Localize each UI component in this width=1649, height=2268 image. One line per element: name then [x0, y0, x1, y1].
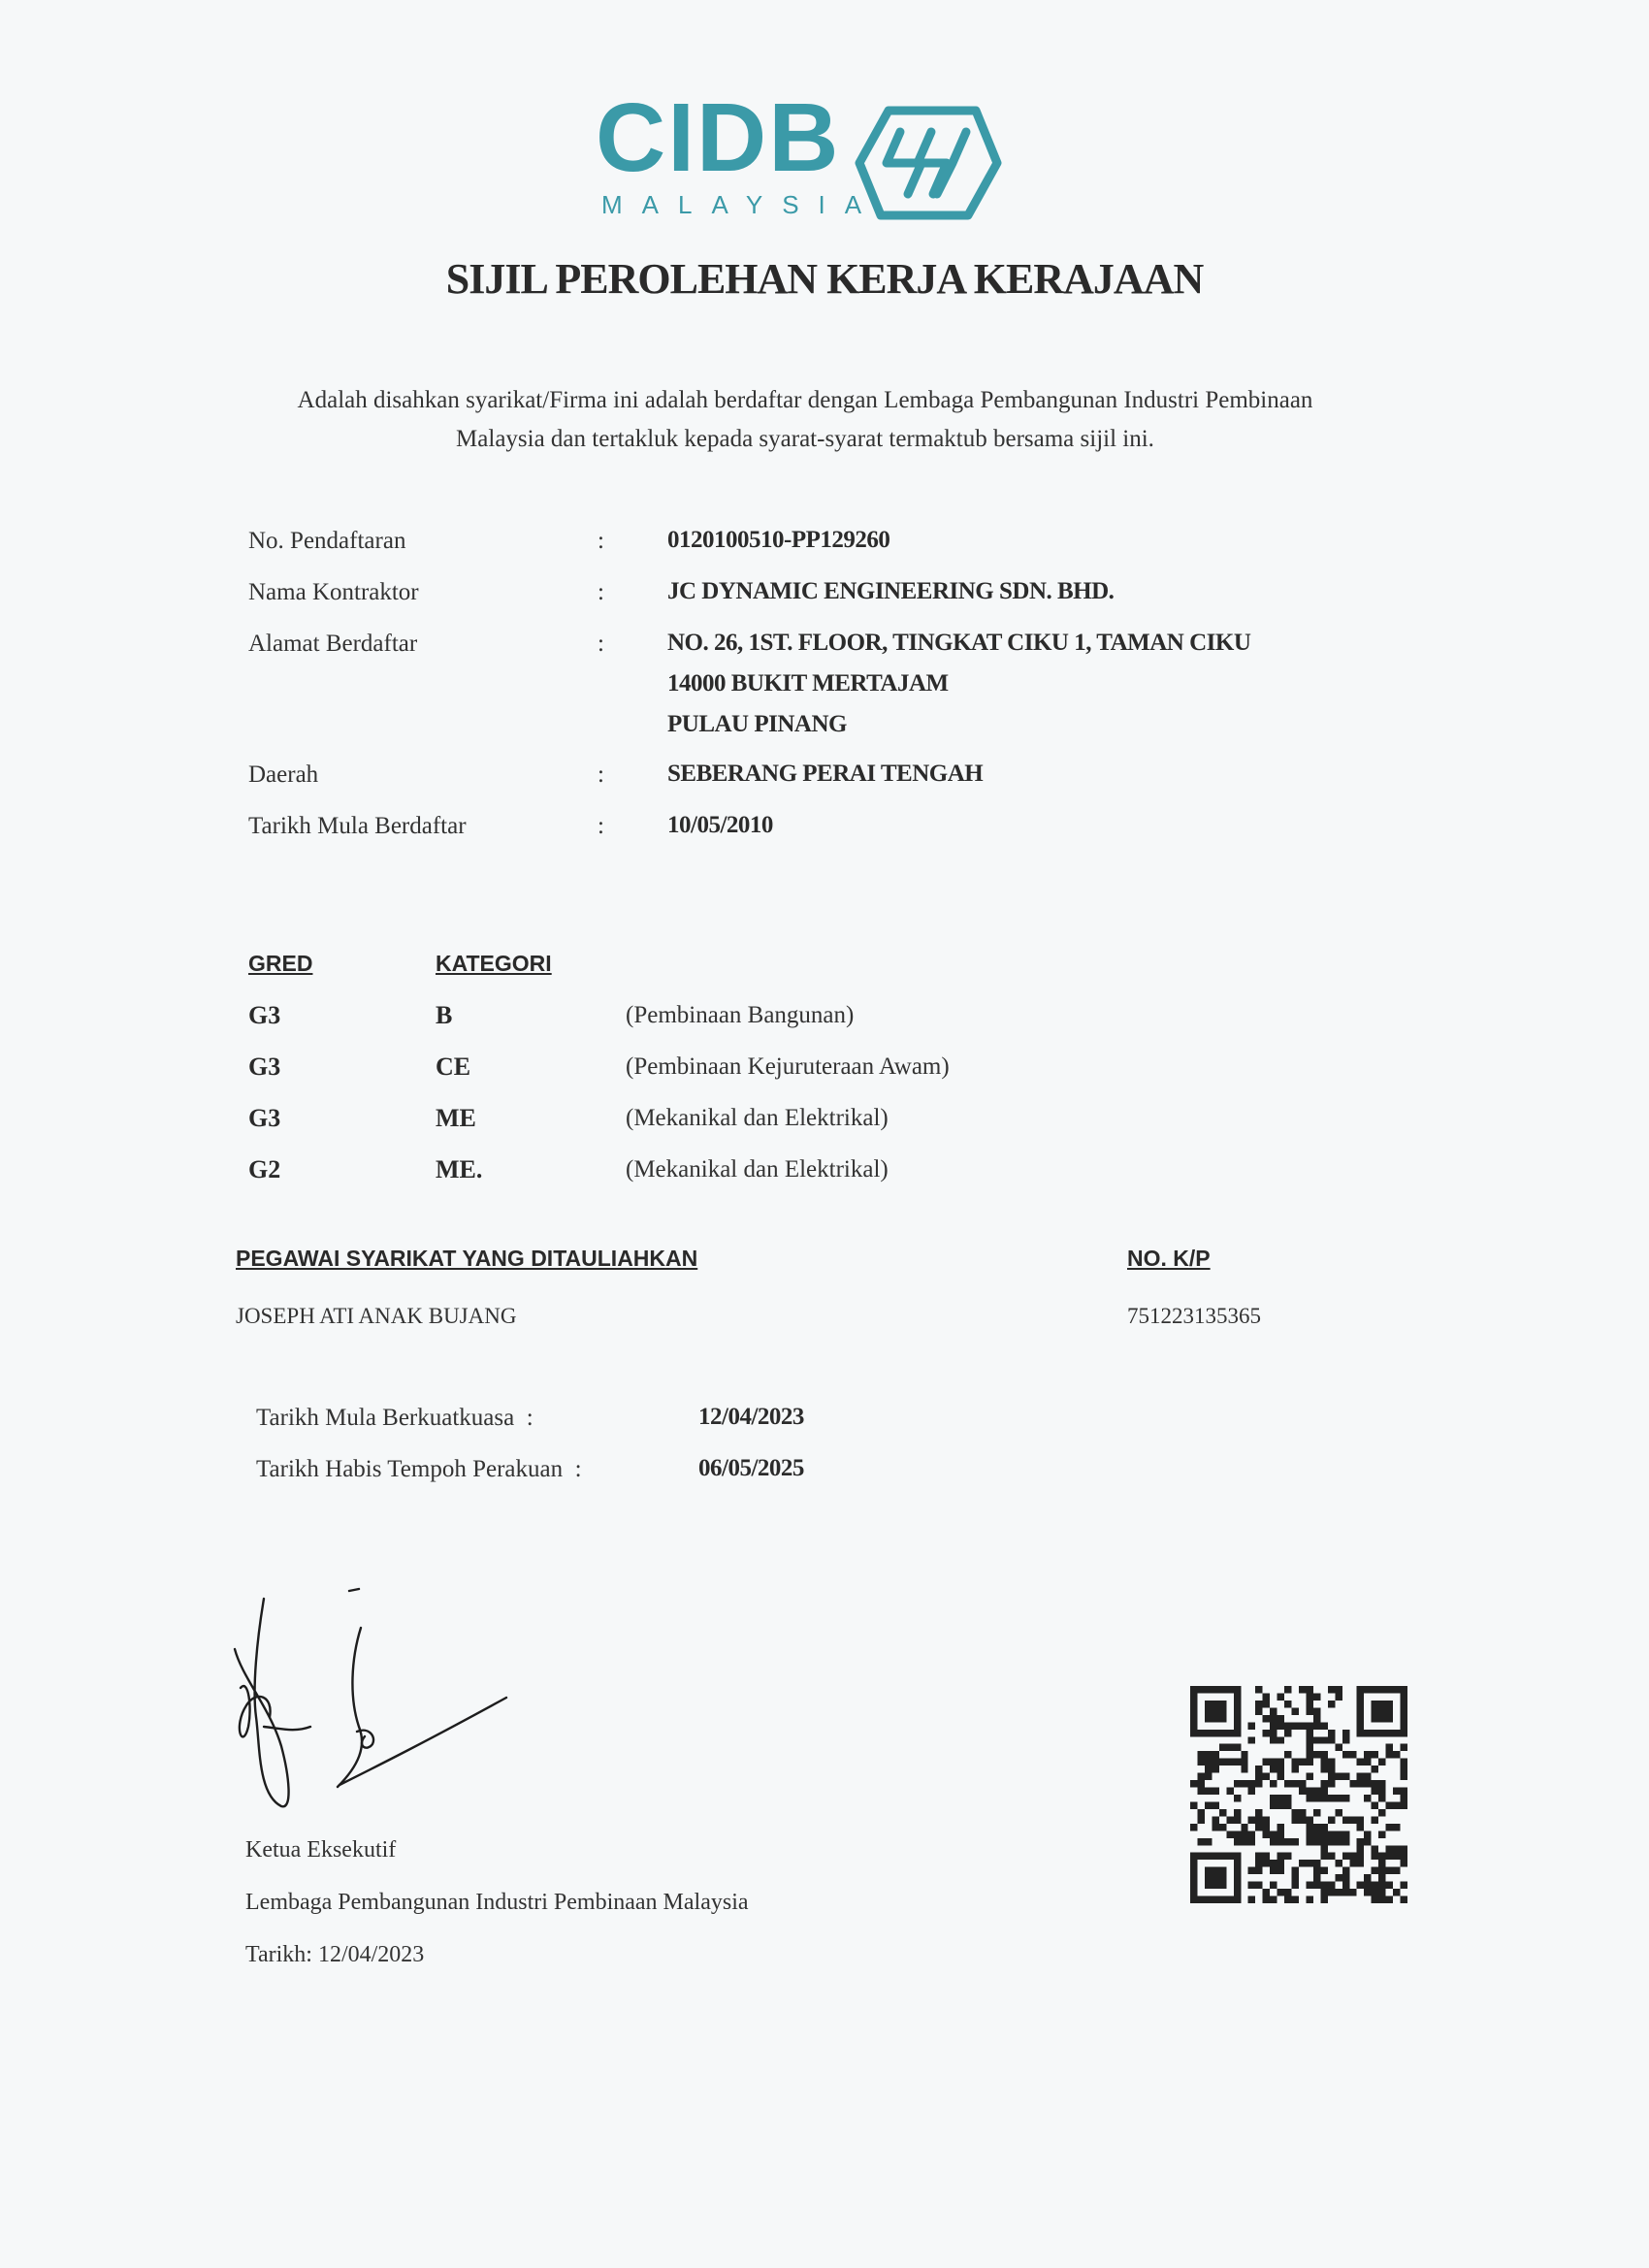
colon: :	[598, 813, 604, 839]
cidb-logo-subtitle: MALAYSIA	[601, 190, 882, 219]
grade-cell: G2	[248, 1155, 281, 1183]
address-line-2: 14000 BUKIT MERTAJAM	[667, 670, 949, 697]
colon: :	[598, 631, 604, 657]
qr-code-icon	[1189, 1686, 1408, 1903]
signature-date: Tarikh: 12/04/2023	[245, 1942, 425, 1967]
district-label: Daerah	[248, 761, 319, 788]
category-cell: ME	[436, 1104, 476, 1132]
officer-ic-number: 751223135365	[1127, 1304, 1261, 1328]
intro-line-2: Malaysia dan tertakluk kepada syarat-syarat termaktub bersama sijil ini.	[456, 426, 1154, 452]
category-description: (Pembinaan Kejuruteraan Awam)	[626, 1053, 950, 1080]
signatory-role: Ketua Eksekutif	[245, 1837, 397, 1863]
grade-cell: G3	[248, 1001, 281, 1029]
intro-line-1: Adalah disahkan syarikat/Firma ini adalah berdaftar dengan Lembaga Pembangunan Industri Pembinaan	[297, 387, 1313, 413]
officer-name: JOSEPH ATI ANAK BUJANG	[236, 1304, 517, 1328]
category-description: (Pembinaan Bangunan)	[626, 1002, 855, 1028]
category-cell: ME.	[436, 1155, 483, 1183]
colon: :	[598, 761, 604, 788]
signatory-organisation: Lembaga Pembangunan Industri Pembinaan Malaysia	[245, 1890, 749, 1915]
grade-header: GRED	[248, 951, 313, 976]
cidb-logo-text: CIDB	[596, 83, 841, 192]
cidb-hexagon-icon	[850, 103, 1005, 223]
intro-paragraph	[194, 381, 1416, 459]
category-cell: B	[436, 1001, 453, 1029]
category-cell: CE	[436, 1053, 471, 1081]
address-line-1: NO. 26, 1ST. FLOOR, TINGKAT CIKU 1, TAMAN CIKU	[667, 630, 1251, 656]
signature-icon	[213, 1581, 524, 1824]
grade-cell: G3	[248, 1053, 281, 1081]
registration-date-value: 10/05/2010	[667, 812, 773, 838]
colon: :	[598, 579, 604, 605]
grade-cell: G3	[248, 1104, 281, 1132]
contractor-name-label: Nama Kontraktor	[248, 579, 419, 605]
registration-date-label: Tarikh Mula Berdaftar	[248, 813, 467, 839]
ic-number-header: NO. K/P	[1127, 1246, 1211, 1271]
colon: :	[598, 528, 604, 554]
registered-address-value	[667, 623, 1250, 745]
registration-number-value: 0120100510-PP129260	[667, 527, 890, 553]
certificate-title: SIJIL PEROLEHAN KERJA KERAJAAN	[445, 255, 1204, 303]
registration-number-label: No. Pendaftaran	[248, 528, 406, 554]
validity-start-label: Tarikh Mula Berkuatkuasa :	[256, 1405, 534, 1431]
category-description: (Mekanikal dan Elektrikal)	[626, 1105, 889, 1131]
district-value: SEBERANG PERAI TENGAH	[667, 761, 984, 787]
contractor-name-value: JC DYNAMIC ENGINEERING SDN. BHD.	[667, 578, 1115, 604]
officer-header: PEGAWAI SYARIKAT YANG DITAULIAHKAN	[236, 1246, 698, 1271]
address-line-3: PULAU PINANG	[667, 711, 847, 737]
registered-address-label: Alamat Berdaftar	[248, 631, 418, 657]
validity-end-value: 06/05/2025	[698, 1455, 804, 1481]
validity-end-label: Tarikh Habis Tempoh Perakuan :	[256, 1456, 582, 1482]
category-description: (Mekanikal dan Elektrikal)	[626, 1156, 889, 1183]
category-header: KATEGORI	[436, 951, 552, 976]
validity-start-value: 12/04/2023	[698, 1404, 804, 1430]
